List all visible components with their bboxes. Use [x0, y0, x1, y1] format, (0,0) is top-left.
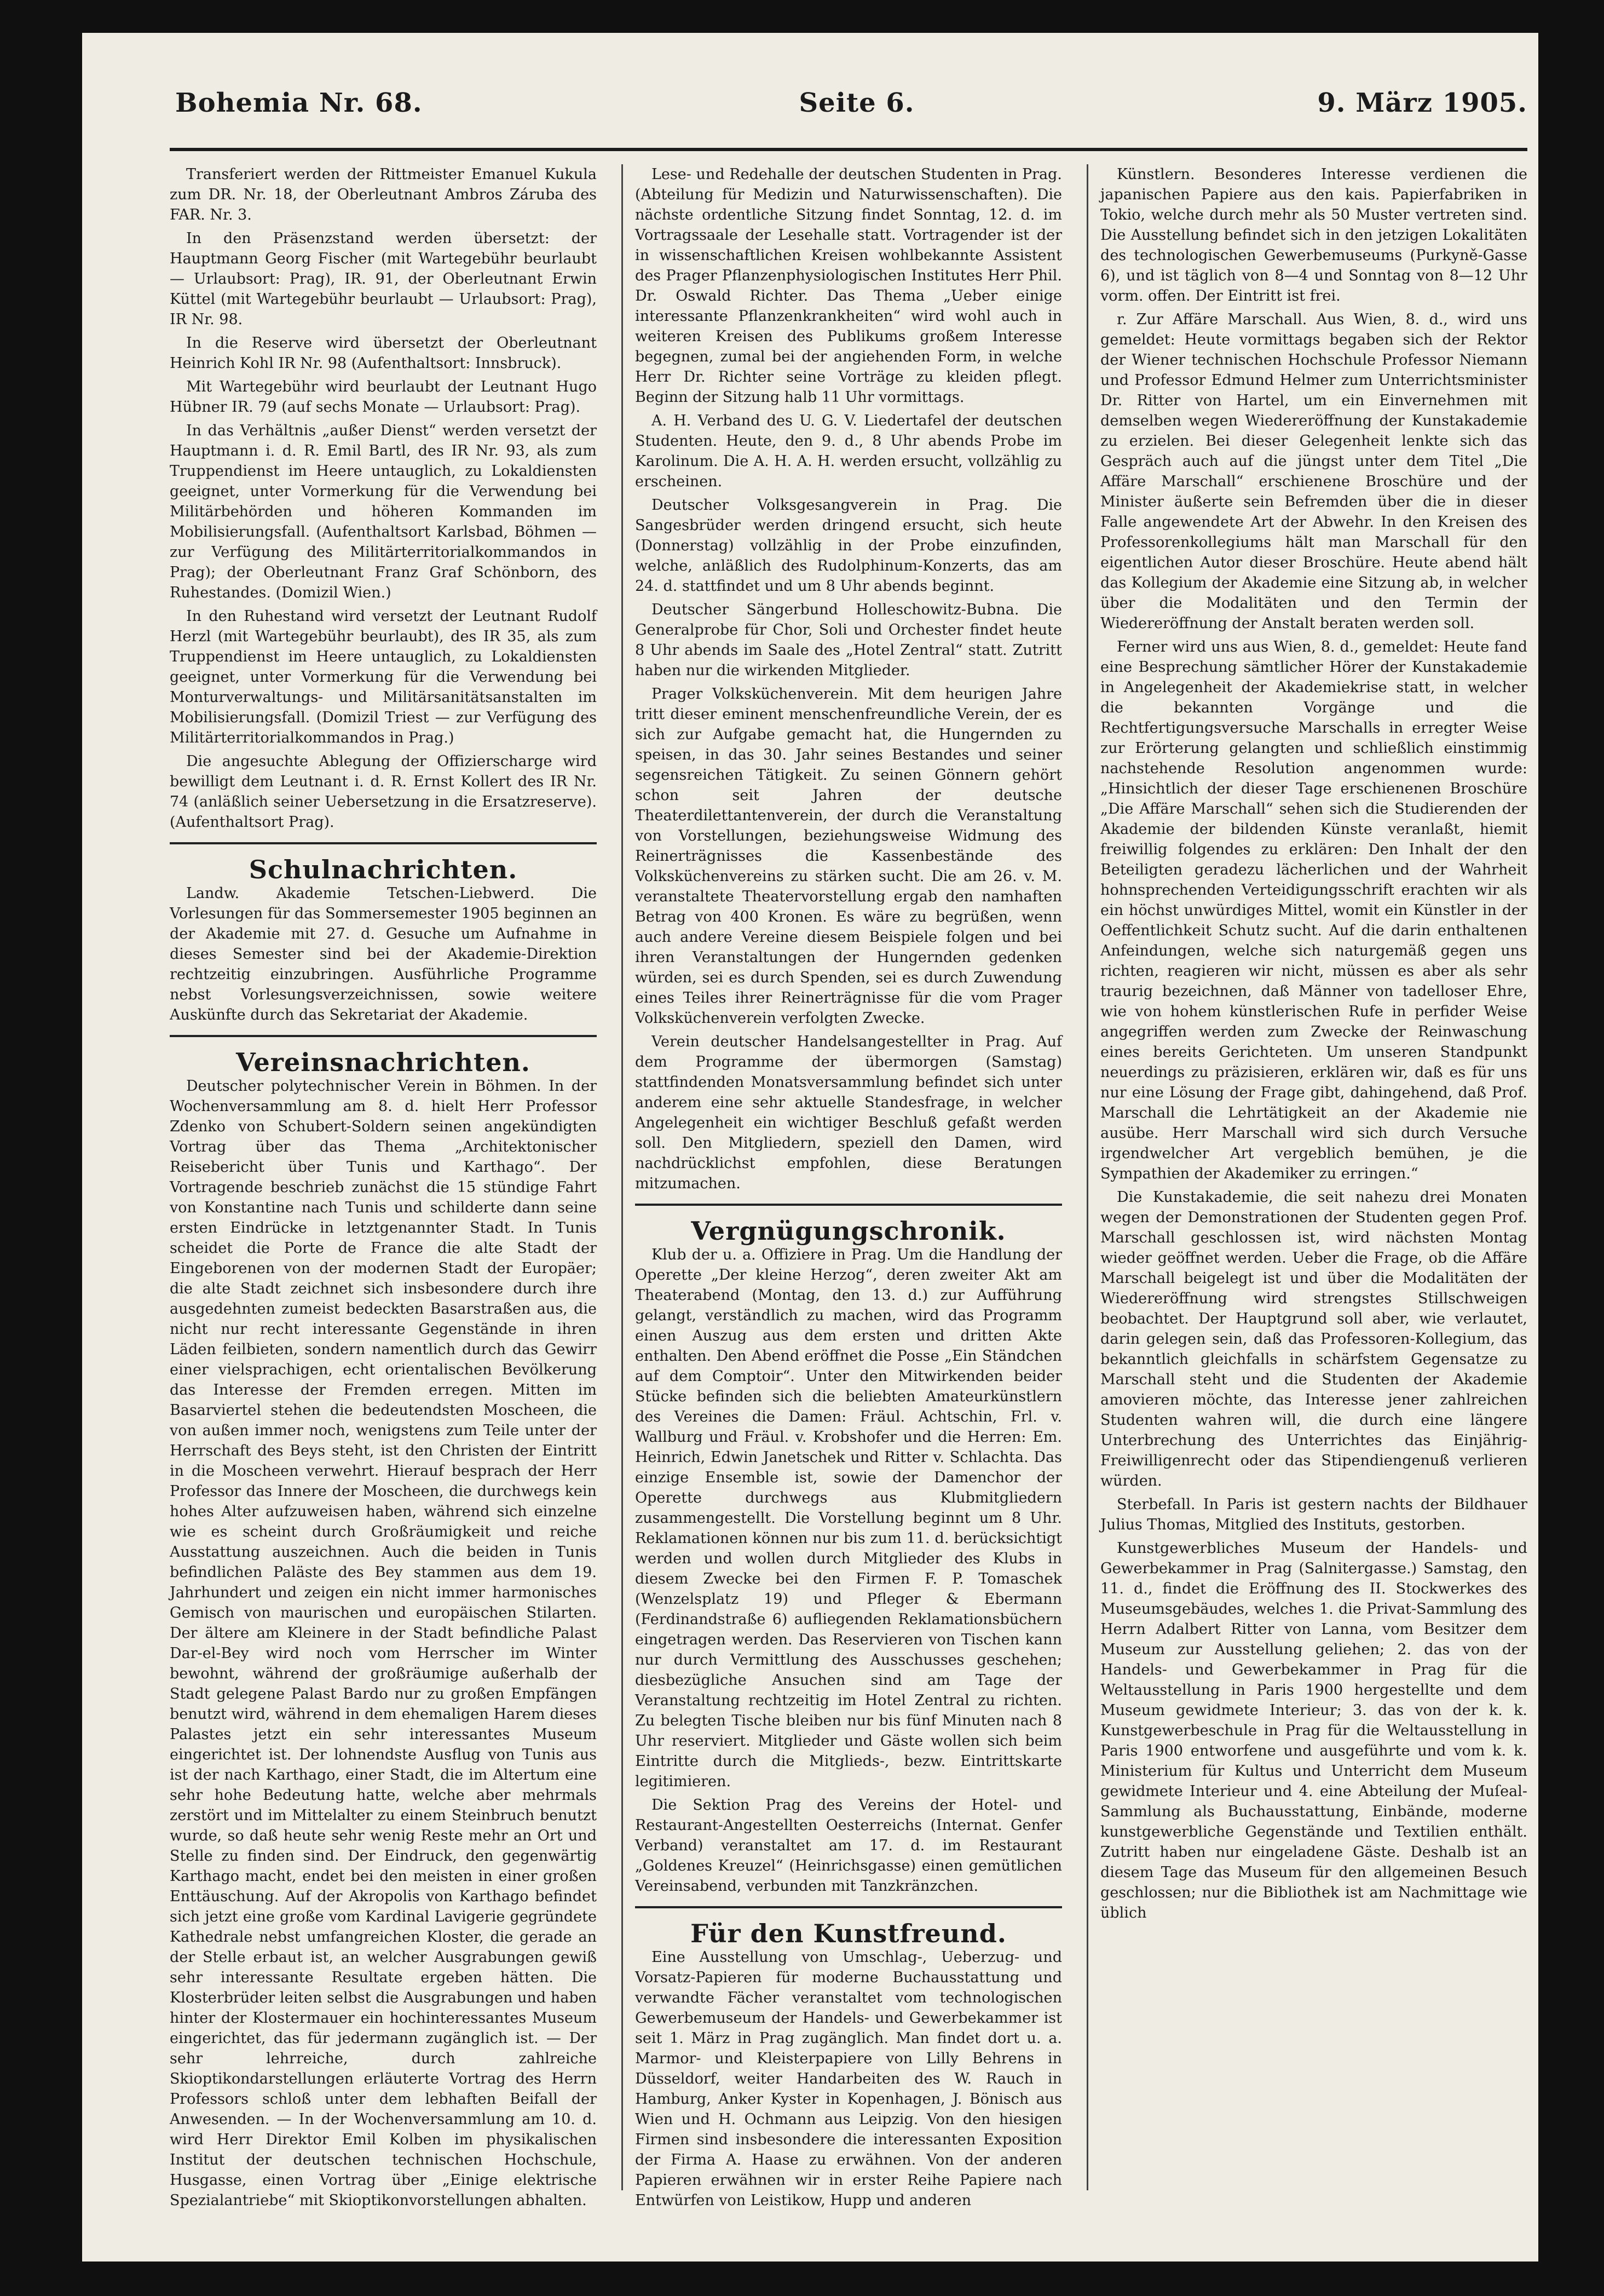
newspaper-page — [82, 33, 1538, 2262]
article-paragraph: Deutscher polytechnischer Verein in Böhmen. In der Wochenversammlung am 8. d. hielt Herr Professor Zdenko von Schubert-Soldern seinen angekündigten Vortrag über das Thema „Architektonischer Reisebericht über Tunis und Karthago“. Der Vortragende beschrieb zunächst die 15 stündige Fahrt von Konstantine nach Tunis und schilderte dann seine ersten Eindrücke in letztgenannter Stadt. In Tunis scheidet die Porte de France die alte Stadt der Eingeborenen von der modernen Stadt der Europäer; die alte Stadt zeichnet sich insbesondere durch ihre ausgedehnten zumeist bedeckten Basarstraßen aus, die nicht nur recht interessante Gegenstände in ihren Läden feilbieten, sondern namentlich durch das Gewirr einer vielsprachigen, echt orientalischen Bevölkerung das Interesse der Fremden erregen. Mitten im Basarviertel stehen die bedeutendsten Moscheen, die von außen immer noch, wenigstens zum Teile unter der Herrschaft des Beys steht, ist den Christen der Eintritt in die Moscheen verwehrt. Hierauf besprach der Herr Professor das Innere der Moscheen, die durchwegs kein hohes Alter aufzuweisen haben, während sich einzelne wie es scheint durch Großräumigkeit und reiche Ausstattung auszeichnen. Auch die beiden in Tunis befindlichen Paläste des Bey stammen aus dem 19. Jahrhundert und zeigen ein nicht immer harmonisches Gemisch von maurischen und europäischen Stilarten. Der ältere am Kleinere in der Stadt befindliche Palast Dar-el-Bey wird noch vom Herrscher im Winter bewohnt, während der großräumige außerhalb der Stadt gelegene Palast Bardo nur zu großen Empfängen benutzt wird, während in dem ehemaligen Harem dieses Palastes jetzt ein sehr interessantes Museum eingerichtet ist. Der lohnendste Ausflug von Tunis aus ist der nach Karthago, einer Stadt, die im Altertum eine sehr hohe Bedeutung hatte, welche aber mehrmals zerstört und im Mittelalter zu einem Steinbruch benutzt wurde, so daß heute sehr wenig Reste mehr an Ort und Stelle zu finden sind. Der Eindruck, den gegenwärtig Karthago macht, endet bei den meisten in einer großen Enttäuschung. Auf der Akropolis von Karthago befindet sich jetzt eine große vom Kardinal Lavigerie gegründete Kathedrale nebst umfangreichen Kloster, die gerade an der Stelle erbaut ist, an welcher Ausgrabungen gewiß sehr interessante Resultate ergeben hätten. Die Klosterbrüder leiten selbst die Ausgrabungen und haben hinter der Klostermauer ein hochinteressantes Museum eingerichtet, das für jedermann zugänglich ist. — Der sehr lehrreiche, durch zahlreiche Skioptikondarstellungen erläuterte Vortrag des Herrn Professors schloß unter dem lebhaften Beifall der Anwesenden. — In der Wochenversammlung am 10. d. wird Herr Direktor Emil Kolben im physikalischen Institut der deutschen technischen Hochschule, Husgasse, einen Vortrag über „Einige elektrische Spezialantriebe“ mit Skioptikonvorstellungen abhalten. — [170, 1078, 597, 2209]
article-paragraph: Mit Wartegebühr wird beurlaubt der Leutnant Hugo Hübner IR. 79 (auf sechs Monate — Urlaubsort: Prag). — [170, 378, 597, 416]
article-paragraph: Transferiert werden der Rittmeister Emanuel Kukula zum DR. Nr. 18, der Oberleutnant Ambros Záruba des FAR. Nr. 3. — [170, 166, 597, 223]
masthead-paper-issue: Bohemia Nr. 68. — [175, 88, 423, 118]
article-paragraph: Kunstgewerbliches Museum der Handels- und Gewerbekammer in Prag (Salnitergasse.) Samstag, den 11. d., findet die Eröffnung des II. Stockwerkes des Museumsgebäudes, welches 1. die Privat-Sammlung des Herrn Adalbert Ritter von Lanna, vom Besitzer dem Museum zur Ausstellung geliehen; 2. das von der Handels- und Gewerbekammer in Prag für die Weltausstellung in Paris 1900 hergestellte und dem Museum gewidmete Interieur; 3. das von der k. k. Kunstgewerbeschule in Prag für die Weltausstellung in Paris 1900 entworfene und ausgeführte und vom k. k. Ministerium für Kultus und Unterricht dem Museum gewidmete Interieur und 4. eine Abteilung der Muſeal-Sammlung als Buchausstattung, Einbände, moderne kunstgewerbliche Gegenstände und Textilien enthält. Zutritt haben nur eingeladene Gäste. Deshalb ist an diesem Tage das Museum für den allgemeinen Besuch geschlossen; nur die Bibliothek ist am Nachmittage wie üblich — [1100, 1540, 1527, 1921]
section-heading-kunstfreund: Für den Kunstfreund. — [690, 1919, 1007, 1948]
article-paragraph: Prager Volksküchenverein. Mit dem heurigen Jahre tritt dieser eminent menschenfreundliche Verein, der es sich zur Aufgabe gemacht hat, die Hungernden zu speisen, in das 30. Jahr seines Bestandes und seiner segensreichen Tätigkeit. Zu seinen Gönnern gehört schon seit Jahren der deutsche Theaterdilettantenverein, der durch die Veranstaltung von Vorstellungen, beziehungsweise Widmung des Reinerträgnisses die Kassenbestände des Volksküchenvereins zu stärken sucht. Die am 26. v. M. veranstaltete Theatervorstellung ergab den namhaften Betrag von 400 Kronen. Es wäre zu begrüßen, wenn auch andere Vereine diesem Beispiele folgen und bei ihren Veranstaltungen der Hungernden gedenken würden, sei es durch Spenden, sei es durch Zuwendung eines Teiles ihrer Reinerträgnisse für die vom Prager Volksküchenverein verfolgten Zwecke. — [635, 686, 1062, 1027]
article-paragraph: In das Verhältnis „außer Dienst“ werden versetzt der Hauptmann i. d. R. Emil Bartl, des IR Nr. 93, als zum Truppendienst im Heere untauglich, zu Lokaldiensten geeignet, unter Vormerkung für die Verwendung bei Militärbehörden und höheren Kommanden im Mobilisierungsfall. (Aufenthaltsort Karlsbad, Böhmen — zur Verfügung des Militärterritorialkommandos in Prag); der Oberleutnant Franz Graf Schönborn, des Ruhestandes. (Domizil Wien.) — [170, 422, 597, 601]
column-3 — [1100, 164, 1527, 1926]
section-heading-schulnachrichten: Schulnachrichten. — [249, 855, 518, 884]
masthead-date: 9. März 1905. — [1317, 88, 1527, 118]
article-paragraph: Klub der u. a. Offiziere in Prag. Um die Handlung der Operette „Der kleine Herzog“, deren zweiter Akt am Theaterabend (Montag, den 13. d.) zur Aufführung gelangt, verständlich zu machen, wird das Programm einen Auszug aus dem ersten und dritten Akte enthalten. Den Abend eröffnet die Posse „Ein Ständchen auf dem Comptoir“. Unter den Mitwirkenden beider Stücke befinden sich die beliebten Amateurkünstlern des Vereines die Damen: Fräul. Achtschin, Frl. v. Wallburg und Fräul. v. Krobshofer und die Herren: Em. Heinrich, Edwin Janetschek und Ritter v. Schlachta. Das einzige Ensemble ist, sowie der Damenchor der Operette durchwegs aus Klubmitgliedern zusammengestellt. Die Vorstellung beginnt um 8 Uhr. Reklamationen können nur bis zum 11. d. berücksichtigt werden und wollen durch Mitglieder des Klubs in diesem Zwecke bei den Firmen F. P. Tomaschek (Wenzelsplatz 19) und Pfleger & Ebermann (Ferdinandstraße 6) aufliegenden Reklamationsbüchern eingetragen werden. Das Reservieren von Tischen kann nur durch Vermittlung des Ausschusses geschehen; diesbezügliche Ansuchen sind am Tage der Veranstaltung rechtzeitig im Hotel Zentral zu richten. Zu belegten Tische bleiben nur bis fünf Minuten nach 8 Uhr reserviert. Mitglieder und Gäste wollen sich beim Eintritte durch die Mitglieds-, bezw. Eintrittskarte legitimieren. — [635, 1246, 1062, 1790]
masthead — [175, 88, 1527, 137]
article-paragraph: Landw. Akademie Tetschen-Liebwerd. Die Vorlesungen für das Sommersemester 1905 beginnen an der Akademie mit 27. d. Gesuche um Aufnahme in dieses Semester sind bei der Akademie-Direktion rechtzeitig einzubringen. Ausführliche Programme nebst Vorlesungsverzeichnissen, sowie weitere Auskünfte durch das Sekretariat der Akademie. — [170, 885, 597, 1023]
column-divider — [621, 164, 623, 2190]
article-paragraph: r. Zur Affäre Marschall. Aus Wien, 8. d., wird uns gemeldet: Heute vormittags begaben sich der Rektor der Wiener technischen Hochschule Professor Niemann und Professor Edmund Helmer zum Unterrichtsminister Dr. Ritter von Hartel, um ein Einvernehmen mit demselben wegen Wiedereröffnung der Kunstakademie zu erzielen. Bei dieser Gelegenheit lenkte sich das Gespräch auch auf die jüngst unter dem Titel „Die Affäre Marschall“ erschienene Broschüre und der Minister äußerte sein Befremden über die in dieser Falle angewendete Art der Abwehr. In den Kreisen des Professorenkollegiums hält man Marschall für den eigentlichen Autor dieser Broschüre. Heute abend hält das Kollegium der Akademie eine Sitzung ab, in welcher über die Modalitäten und den Termin der Wiedereröffnung der Anstalt beraten werden soll. — [1100, 311, 1527, 632]
section-rule — [635, 1204, 1062, 1206]
article-paragraph: Die Kunstakademie, die seit nahezu drei Monaten wegen der Demonstrationen der Studenten gegen Prof. Marschall geschlossen ist, wird nächsten Montag wieder geöffnet werden. Ueber die Frage, ob die Affäre Marschall beigelegt ist und über die Modalitäten der Wiedereröffnung wird strengstes Stillschweigen beobachtet. Der Hauptgrund soll aber, wie verlautet, darin gelegen sein, daß das Professoren-Kollegium, das bekanntlich gleichfalls in schärfstem Gegensatze zu Marschall steht und die Studenten der Akademie amovieren möchte, das Interesse jener zahlreichen Studenten wahren will, die durch eine längere Unterbrechung des Unterrichtes das Einjährig-Freiwilligenrecht oder das Stipendiengenuß verlieren würden. — [1100, 1189, 1527, 1489]
article-paragraph: Verein deutscher Handelsangestellter in Prag. Auf dem Programme der übermorgen (Samstag) stattfindenden Monatsversammlung befindet sich unter anderem eine sehr aktuelle Standesfrage, in welcher Angelegenheit ein wichtiger Beschluß gefaßt werden soll. Den Mitgliedern, speziell den Damen, wird nachdrücklichst empfohlen, diese Beratungen mitzumachen. — [635, 1033, 1062, 1192]
article-paragraph: Ferner wird uns aus Wien, 8. d., gemeldet: Heute fand eine Besprechung sämtlicher Hörer der Kunstakademie in Angelegenheit der Akademiekrise statt, in welcher die bekannten Vorgänge und die Rechtfertigungsversuche Marschalls in erregter Weise zur Erörterung gelangten und schließlich einstimmig nachstehende Resolution angenommen wurde: „Hinsichtlich der dieser Tage erschienenen Broschüre „Die Affäre Marschall“ sehen sich die Studierenden der Akademie der bildenden Künste veranlaßt, hiemit freiwillig folgendes zu erklären: Den Inhalt der den Beteiligten geradezu lächerlichen und der Wahrheit hohnsprechenden Verteidigungsschrift erachten wir als ein höchst unwürdiges Mittel, womit ein Künstler in der Oeffentlichkeit Schutz sucht. Auf die darin enthaltenen Anfeindungen, welche sich naturgemäß gegen uns richten, reagieren wir nicht, müssen es aber als sehr traurig bezeichnen, daß Männer von tadelloser Ehre, wie von hohem künstlerischen Rufe in perfider Weise angegriffen werden zum Zwecke der Reinwaschung eines bereits Gerichteten. Um unseren Standpunkt neuerdings zu präzisieren, erklären wir, daß es für uns nur eine Lösung der Frage gibt, dahingehend, daß Prof. Marschall die Lehrtätigkeit an der Akademie nie ausübe. Herr Marschall wird sich durch Versuche irgendwelcher Art vergeblich bemühen, je die Sympathien der Akademiker zu erringen.“ — [1100, 638, 1527, 1182]
article-paragraph: Deutscher Volksgesangverein in Prag. Die Sangesbrüder werden dringend ersucht, sich heute (Donnerstag) vollzählig in der Probe einzufinden, welche, anläßlich des Rudolphinum-Konzerts, das am 24. d. stattfindet und um 8 Uhr abends beginnt. — [635, 497, 1062, 595]
article-paragraph: In die Reserve wird übersetzt der Oberleutnant Heinrich Kohl IR Nr. 98 (Aufenthaltsort: Innsbruck). — [170, 335, 597, 372]
section-rule — [635, 1906, 1062, 1908]
masthead-rule — [170, 148, 1527, 151]
column-divider — [1087, 164, 1088, 2190]
section-rule — [170, 842, 597, 844]
column-1 — [170, 164, 597, 2214]
masthead-page-number: Seite 6. — [799, 88, 915, 118]
section-heading-vereinsnachrichten: Vereinsnachrichten. — [236, 1048, 530, 1077]
section-heading-vergnuegungschronik: Vergnügungschronik. — [691, 1216, 1006, 1246]
article-paragraph: Die angesuchte Ablegung der Offizierscharge wird bewilligt dem Leutnant i. d. R. Ernst Kollert des IR Nr. 74 (anläßlich seiner Uebersetzung in die Ersatzreserve). (Aufenthaltsort Prag). — [170, 753, 597, 831]
article-paragraph: Künstlern. Besonderes Interesse verdienen die japanischen Papiere aus den kais. Papierfabriken in Tokio, welche durch mehr als 50 Muster vertreten sind. Die Ausstellung befindet sich in den jetzigen Lokalitäten des technologischen Gewerbemuseums (Purkyně-Gasse 6), und ist täglich von 8—4 und Sonntag von 8—12 Uhr vorm. offen. Der Eintritt ist frei. — [1100, 166, 1527, 304]
article-paragraph: Deutscher Sängerbund Holleschowitz-Bubna. Die Generalprobe für Chor, Soli und Orchester findet heute 8 Uhr abends im Saale des „Hotel Zentral“ statt. Zutritt haben nur die wirkenden Mitglieder. — [635, 601, 1062, 679]
article-paragraph: Die Sektion Prag des Vereins der Hotel- und Restaurant-Angestellten Oesterreichs (Internat. Genfer Verband) veranstaltet am 17. d. im Restaurant „Goldenes Kreuzel“ (Heinrichsgasse) einen gemütlichen Vereinsabend, verbunden mit Tanzkränzchen. — [635, 1797, 1062, 1895]
article-paragraph: Lese- und Redehalle der deutschen Studenten in Prag. (Abteilung für Medizin und Naturwissenschaften). Die nächste ordentliche Sitzung findet Sonntag, 12. d. im Vortragssaale der Lesehalle statt. Vortragender ist der in wissenschaftlichen Kreisen wohlbekannte Assistent des Prager Pflanzenphysiologischen Institutes Herr Phil. Dr. Oswald Richter. Das Thema „Ueber einige interessante Pflanzenkrankheiten“ wird wohl auch in weiteren Kreisen des Publikums großem Interesse begegnen, zumal bei der angiehenden Form, in welche Herr Dr. Richter seine Vorträge zu kleiden pflegt. Beginn der Sitzung halb 11 Uhr vormittags. — [635, 166, 1062, 406]
article-paragraph: In den Präsenzstand werden übersetzt: der Hauptmann Georg Fischer (mit Wartegebühr beurlaubt — Urlaubsort: Prag), IR. 91, der Oberleutnant Erwin Küttel (mit Wartegebühr beurlaubt — Urlaubsort: Prag), IR Nr. 98. — [170, 230, 597, 328]
article-paragraph: In den Ruhestand wird versetzt der Leutnant Rudolf Herzl (mit Wartegebühr beurlaubt), des IR 35, als zum Truppendienst im Heere untauglich, zu Lokaldiensten geeignet, unter Vormerkung für die Verwendung bei Monturverwaltungs- und Militärsanitätsanstalten im Mobilisierungsfall. (Domizil Triest — zur Verfügung des Militärterritorialkommandos in Prag.) — [170, 608, 597, 746]
section-rule — [170, 1035, 597, 1037]
article-paragraph: Sterbefall. In Paris ist gestern nachts der Bildhauer Julius Thomas, Mitglied des Instituts, gestorben. — [1100, 1496, 1527, 1533]
column-2 — [635, 164, 1062, 2214]
article-paragraph: Eine Ausstellung von Umschlag-, Ueberzug- und Vorsatz-Papieren für moderne Buchausstattung und verwandte Fächer veranstaltet vom technologischen Gewerbemuseum der Handels- und Gewerbekammer ist seit 1. März in Prag zugänglich. Man findet dort u. a. Marmor- und Kleisterpapiere von Lilly Behrens in Düsseldorf, weiter Handarbeiten des W. Rauch in Hamburg, Anker Kyster in Kopenhagen, J. Bönisch aus Wien und H. Ochmann aus Leipzig. Von den hiesigen Firmen sind insbesondere die interessanten Exposition der Firma A. Haase zu erwähnen. Von der anderen Papieren erwähnen wir in erster Reihe Papiere nach Entwürfen von Leistikow, Hupp und anderen — [635, 1949, 1062, 2209]
article-paragraph: A. H. Verband des U. G. V. Liedertafel der deutschen Studenten. Heute, den 9. d., 8 Uhr abends Probe im Karolinum. Die A. H. A. H. werden ersucht, vollzählig zu erscheinen. — [635, 412, 1062, 490]
